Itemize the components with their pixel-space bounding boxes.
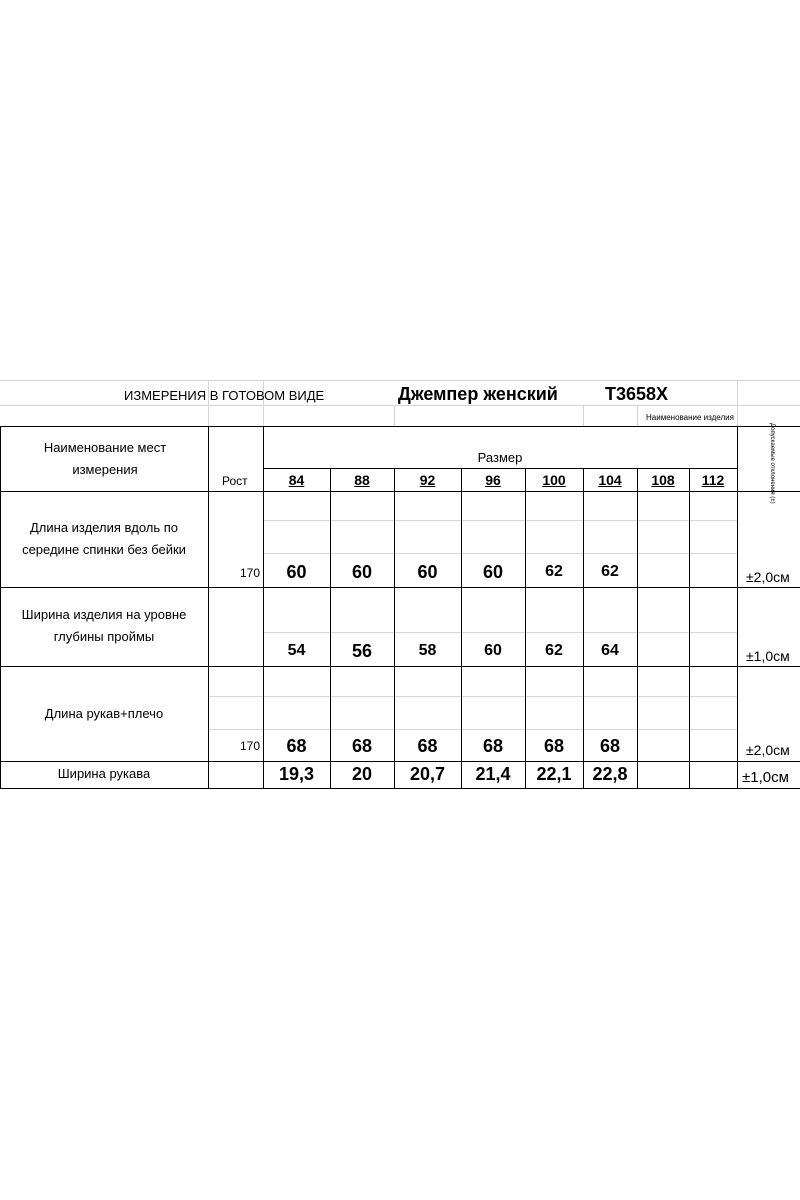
measurement-name: Ширина рукава <box>57 766 151 781</box>
measurement-value: 68 <box>482 736 504 756</box>
measurement-name: Длина изделия вдоль по середине спинки без бейки <box>22 520 186 557</box>
measurement-value: 58 <box>418 642 437 659</box>
measurement-value: 60 <box>351 562 373 582</box>
measurement-name: Длина рукав+плечо <box>44 706 164 721</box>
height-value: 170 <box>240 566 261 580</box>
tolerance-value: ±1,0см <box>746 648 790 664</box>
size-label: 92 <box>419 472 436 488</box>
measurement-value: 68 <box>417 736 438 756</box>
measurement-value: 68 <box>543 736 565 756</box>
tolerance-value: ±1,0см <box>742 769 789 786</box>
measurement-value: 60 <box>286 562 307 582</box>
product-name: Джемпер женский <box>398 384 558 404</box>
column-header-size: Размер <box>477 450 523 465</box>
size-label: 108 <box>651 472 675 488</box>
tolerance-value: ±2,0см <box>746 569 790 585</box>
measurement-value: 62 <box>601 563 619 580</box>
product-name-caption: Наименование изделия <box>646 413 734 422</box>
column-header-tolerance: Допускаемые отклонения (±) <box>769 423 775 504</box>
measurement-value: 60 <box>417 562 438 582</box>
measurement-value: 20 <box>351 764 373 784</box>
size-label: 104 <box>598 472 622 488</box>
measurement-value: 22,8 <box>592 764 628 784</box>
measurement-value: 62 <box>545 563 563 580</box>
size-label: 112 <box>701 472 725 488</box>
measurement-value: 54 <box>287 642 306 659</box>
measurement-value: 68 <box>351 736 373 756</box>
height-value: 170 <box>240 739 261 753</box>
measurements-title: ИЗМЕРЕНИЯ В ГОТОВОМ ВИДЕ <box>124 388 325 403</box>
model-code: Т3658Х <box>605 384 669 404</box>
size-label: 84 <box>288 472 305 488</box>
measurement-name: Ширина изделия на уровне глубины проймы <box>21 607 187 644</box>
measurement-value: 64 <box>601 642 619 659</box>
column-header-measurement-name: Наименование мест измерения <box>43 440 167 477</box>
measurement-value: 21,4 <box>475 764 511 784</box>
measurement-value: 60 <box>482 562 504 582</box>
measurement-value: 56 <box>351 641 373 661</box>
measurement-value: 60 <box>484 642 502 659</box>
measurement-value: 68 <box>599 736 621 756</box>
size-label: 100 <box>542 472 566 488</box>
measurement-value: 20,7 <box>409 764 446 784</box>
measurement-value: 68 <box>286 736 307 756</box>
tolerance-value: ±2,0см <box>746 742 790 758</box>
measurement-value: 19,3 <box>278 764 315 784</box>
measurement-value: 62 <box>545 642 563 659</box>
column-header-height: Рост <box>222 474 248 488</box>
measurement-value: 22,1 <box>536 764 572 784</box>
size-label: 88 <box>354 472 370 488</box>
size-label: 96 <box>485 472 501 488</box>
